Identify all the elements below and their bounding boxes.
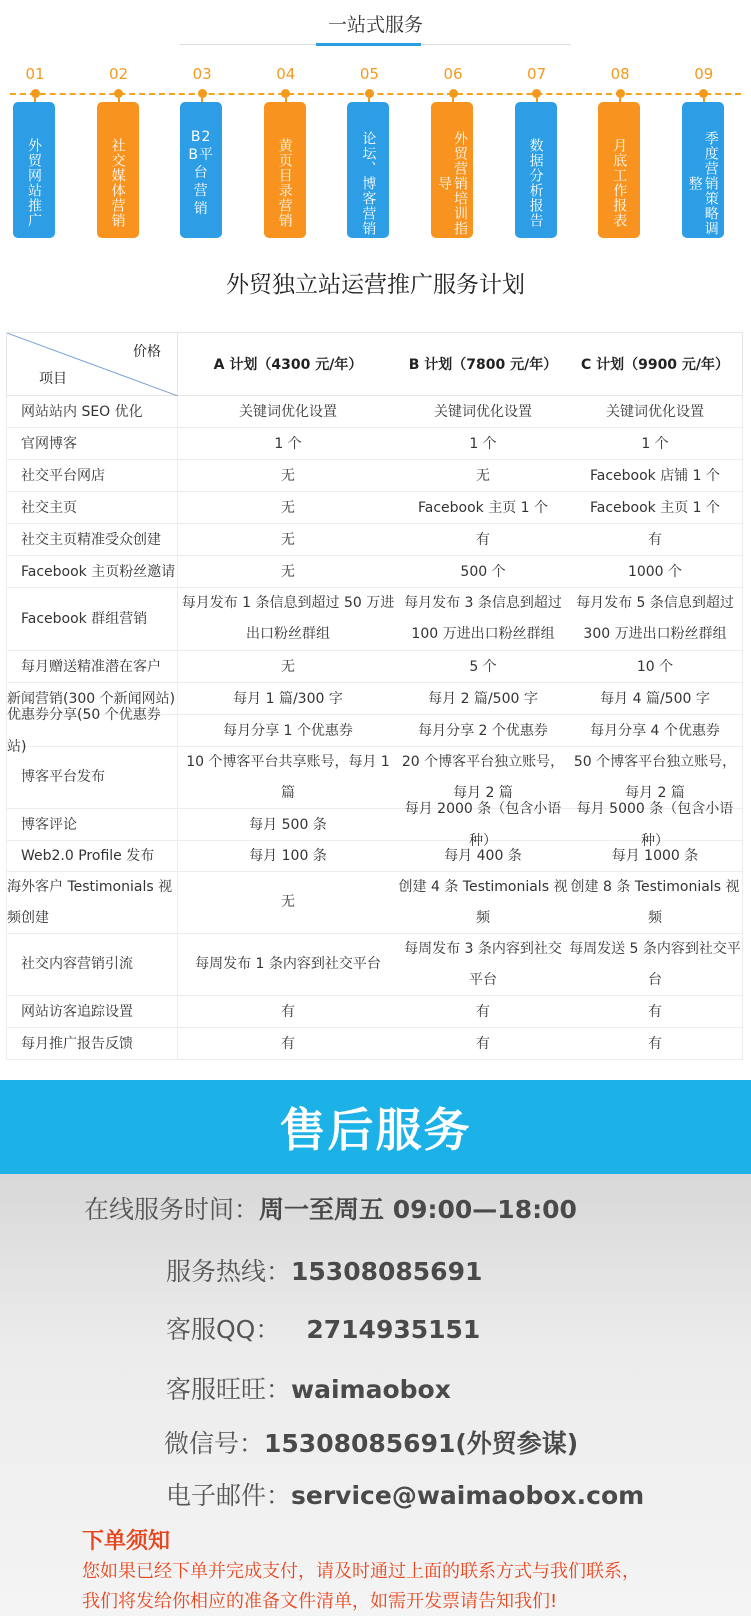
- service-hours-label: 在线服务时间：: [84, 1195, 260, 1224]
- table-row: [6, 428, 743, 460]
- wangwang-label: 客服旺旺：: [166, 1375, 292, 1404]
- step-number: 03: [192, 65, 212, 83]
- row-label: 优惠券分享(50 个优惠券站): [7, 715, 178, 746]
- step-number: 06: [443, 65, 463, 83]
- row-label: Facebook 主页粉丝邀请: [7, 556, 178, 587]
- cell-plan-c: 有: [648, 1035, 662, 1052]
- row-label: 海外客户 Testimonials 视频创建: [7, 872, 178, 933]
- table-row: [6, 1028, 743, 1060]
- step-card: [682, 102, 724, 238]
- step-number: 02: [109, 65, 129, 83]
- cell-plan-b: 有: [476, 531, 490, 548]
- cell-plan-a: 无: [281, 467, 295, 484]
- cell-plan-a: 每月 500 条: [249, 816, 327, 833]
- cell-plan-a: 每月分享 1 个优惠券: [223, 722, 353, 739]
- table-body: [6, 396, 743, 1060]
- hotline-label: 服务热线：: [166, 1257, 292, 1286]
- step-number: 08: [610, 65, 630, 83]
- step-label: B2B平台营销: [188, 129, 214, 217]
- cell-plan-b: 无: [476, 467, 490, 484]
- step-dot-icon: [31, 89, 40, 98]
- step-number: 04: [276, 65, 296, 83]
- cell-plan-c: 每月分享 4 个优惠券: [590, 722, 720, 739]
- table-row: [6, 396, 743, 428]
- table-row: [6, 872, 743, 934]
- row-label: 每月推广报告反馈: [7, 1028, 178, 1059]
- service-hours: [84, 1190, 577, 1226]
- service-step-8: [598, 64, 642, 228]
- cell-plan-c: 每月 5000 条（包含小语种）: [576, 800, 734, 849]
- step-dot-icon: [532, 89, 541, 98]
- cell-plan-b: 每月分享 2 个优惠券: [418, 722, 548, 739]
- service-step-6: [431, 64, 475, 236]
- cell-plan-a: 每月 1 篇/300 字: [233, 690, 343, 707]
- service-step-7: [515, 64, 559, 228]
- step-dot-icon: [114, 89, 123, 98]
- step-dot-icon: [365, 89, 374, 98]
- cell-plan-b: 有: [476, 1035, 490, 1052]
- cell-plan-c: 1000 个: [627, 563, 683, 580]
- row-label: 博客评论: [7, 809, 178, 840]
- service-email: [166, 1476, 644, 1512]
- cell-plan-c: 有: [648, 531, 662, 548]
- service-step-5: [347, 64, 391, 236]
- table-row: [6, 556, 743, 588]
- cell-plan-c: 50 个博客平台独立账号，每月 2 篇: [573, 753, 737, 801]
- step-label: 数据分析报告: [527, 138, 544, 228]
- step-label: 社交媒体营销: [109, 138, 126, 228]
- cell-plan-a: 1 个: [274, 435, 302, 452]
- wechat-label: 微信号：: [164, 1429, 265, 1458]
- step-label: 论坛、博客营销: [360, 130, 377, 236]
- wechat-value: 15308085691(外贸参谋): [264, 1429, 579, 1458]
- cell-plan-a: 无: [281, 658, 295, 675]
- table-row: [6, 996, 743, 1028]
- order-notice-title: 下单须知: [82, 1529, 171, 1554]
- email-value: service@waimaobox.com: [291, 1481, 645, 1510]
- step-number: 01: [25, 65, 45, 83]
- row-label: 新闻营销(300 个新闻网站): [7, 683, 178, 714]
- cell-plan-b: 每月发布 3 条信息到超过 100 万进出口粉丝群组: [404, 595, 562, 642]
- table-row: [6, 492, 743, 524]
- service-hours-value: 周一至周五 09:00—18:00: [259, 1195, 577, 1224]
- row-label: 网站站内 SEO 优化: [7, 396, 178, 427]
- row-label: 博客平台发布: [7, 747, 178, 808]
- table-row: [6, 706, 743, 755]
- step-dot-icon: [699, 89, 708, 98]
- header-plan-c: C 计划（9900 元/年）: [580, 357, 730, 373]
- cell-plan-c: 每周发送 5 条内容到社交平台: [569, 940, 741, 988]
- step-dot-icon: [281, 89, 290, 98]
- table-corner: [7, 333, 178, 396]
- step-card: [431, 102, 473, 238]
- cell-plan-a: 无: [281, 531, 295, 548]
- cell-plan-a: 每月 100 条: [249, 848, 327, 864]
- cell-plan-b: 20 个博客平台独立账号，每月 2 篇: [401, 753, 565, 801]
- table-row: [6, 841, 743, 872]
- cell-plan-c: Facebook 主页 1 个: [589, 499, 721, 516]
- cell-plan-b: 创建 4 条 Testimonials 视频: [398, 878, 568, 926]
- table-header: [6, 332, 743, 396]
- header-plan-a: A 计划（4300 元/年）: [213, 357, 363, 373]
- step-label: 黄页目录营销: [276, 138, 293, 228]
- row-label: 社交内容营销引流: [7, 934, 178, 995]
- row-label: 网站访客追踪设置: [7, 996, 178, 1027]
- cell-plan-a: 有: [281, 1035, 295, 1052]
- step-card: [180, 102, 222, 238]
- cell-plan-c: 每月 1000 条: [611, 848, 699, 864]
- step-card: [515, 102, 557, 238]
- row-label: 每月赠送精准潜在客户: [7, 651, 178, 682]
- row-label: 社交平台网店: [7, 460, 178, 491]
- step-card: [264, 102, 306, 238]
- order-notice-line-2: 我们将发给你相应的准备文件清单，如需开发票请告知我们!: [82, 1591, 558, 1612]
- step-dot-icon: [616, 89, 625, 98]
- corner-item-label: 项目: [39, 371, 67, 387]
- cell-plan-b: 1 个: [469, 435, 497, 452]
- row-label: 官网博客: [7, 428, 178, 459]
- step-dot-icon: [449, 89, 458, 98]
- wangwang-value: waimaobox: [291, 1375, 451, 1404]
- table-row: [6, 800, 743, 849]
- plan-table: [6, 332, 743, 1060]
- cell-plan-c: 有: [648, 1003, 662, 1020]
- service-step-2: [97, 64, 141, 228]
- header-plan-b: B 计划（7800 元/年）: [408, 357, 558, 373]
- row-label: Facebook 群组营销: [7, 588, 178, 650]
- service-step-3: [180, 64, 224, 217]
- step-number: 07: [527, 65, 547, 83]
- cell-plan-c: 1 个: [641, 435, 669, 452]
- step-label: 外贸营销培训指导: [436, 130, 468, 236]
- cell-plan-c: 每月 4 篇/500 字: [600, 690, 710, 707]
- step-number: 09: [694, 65, 714, 83]
- row-label: 社交主页: [7, 492, 178, 523]
- cell-plan-a: 无: [281, 563, 295, 580]
- cell-plan-c: 10 个: [636, 658, 674, 675]
- cell-plan-a: 有: [281, 1003, 295, 1020]
- step-number: 05: [359, 65, 379, 83]
- qq-label: 客服QQ：: [166, 1315, 281, 1344]
- cell-plan-a: 每月发布 1 条信息到超过 50 万进出口粉丝群组: [181, 595, 395, 642]
- service-wangwang: [166, 1370, 451, 1406]
- cell-plan-a: 每周发布 1 条内容到社交平台: [195, 956, 381, 972]
- cell-plan-b: 有: [476, 1003, 490, 1020]
- step-label: 季度营销策略调整: [686, 130, 719, 236]
- step-label: 外贸网站推广: [26, 138, 42, 228]
- cell-plan-c: 每月发布 5 条信息到超过 300 万进出口粉丝群组: [576, 595, 734, 642]
- service-qq: [166, 1310, 480, 1346]
- cell-plan-a: 无: [281, 894, 295, 910]
- cell-plan-b: 每周发布 3 条内容到社交平台: [404, 940, 562, 988]
- cell-plan-b: 500 个: [460, 563, 506, 580]
- cell-plan-a: 10 个博客平台共享账号，每月 1 篇: [186, 753, 390, 801]
- step-card: [598, 102, 640, 238]
- services-title-accent: [316, 43, 421, 46]
- service-wechat: [164, 1424, 578, 1460]
- cell-plan-a: 无: [281, 499, 295, 516]
- service-step-1: [13, 64, 57, 228]
- table-row: [6, 934, 743, 996]
- corner-price-label: 价格: [133, 344, 161, 360]
- row-label: Web2.0 Profile 发布: [7, 841, 178, 871]
- cell-plan-b: 每月 2000 条（包含小语种）: [404, 800, 562, 849]
- cell-plan-a: 关键词优化设置: [239, 403, 337, 420]
- cell-plan-b: Facebook 主页 1 个: [417, 499, 549, 516]
- step-label: 月底工作报表: [611, 138, 628, 228]
- services-title: 一站式服务: [327, 14, 423, 36]
- email-label: 电子邮件：: [166, 1481, 292, 1510]
- qq-value: 2714935151: [306, 1315, 481, 1344]
- step-card: [97, 102, 139, 238]
- cell-plan-b: 每月 2 篇/500 字: [428, 690, 538, 707]
- cell-plan-b: 5 个: [469, 658, 497, 675]
- table-row: [6, 588, 743, 651]
- step-card: [347, 102, 389, 238]
- hotline-value: 15308085691: [291, 1257, 483, 1286]
- step-card: [13, 102, 55, 238]
- service-hotline: [166, 1252, 482, 1288]
- table-row: [6, 524, 743, 556]
- step-dot-icon: [198, 89, 207, 98]
- cell-plan-c: 创建 8 条 Testimonials 视频: [570, 878, 740, 926]
- after-sales-banner: 售后服务: [0, 1080, 751, 1174]
- table-row: [6, 651, 743, 683]
- plan-title: 外贸独立站运营推广服务计划: [226, 272, 525, 298]
- table-row: [6, 460, 743, 492]
- row-label: 社交主页精准受众创建: [7, 524, 178, 555]
- order-notice-line-1: 您如果已经下单并完成支付，请及时通过上面的联系方式与我们联系，: [82, 1561, 640, 1582]
- cell-plan-b: 关键词优化设置: [434, 403, 532, 420]
- cell-plan-c: Facebook 店铺 1 个: [589, 467, 721, 484]
- cell-plan-c: 关键词优化设置: [606, 403, 704, 420]
- service-step-4: [264, 64, 308, 228]
- service-step-9: [682, 64, 726, 236]
- cell-plan-b: 每月 400 条: [444, 848, 522, 864]
